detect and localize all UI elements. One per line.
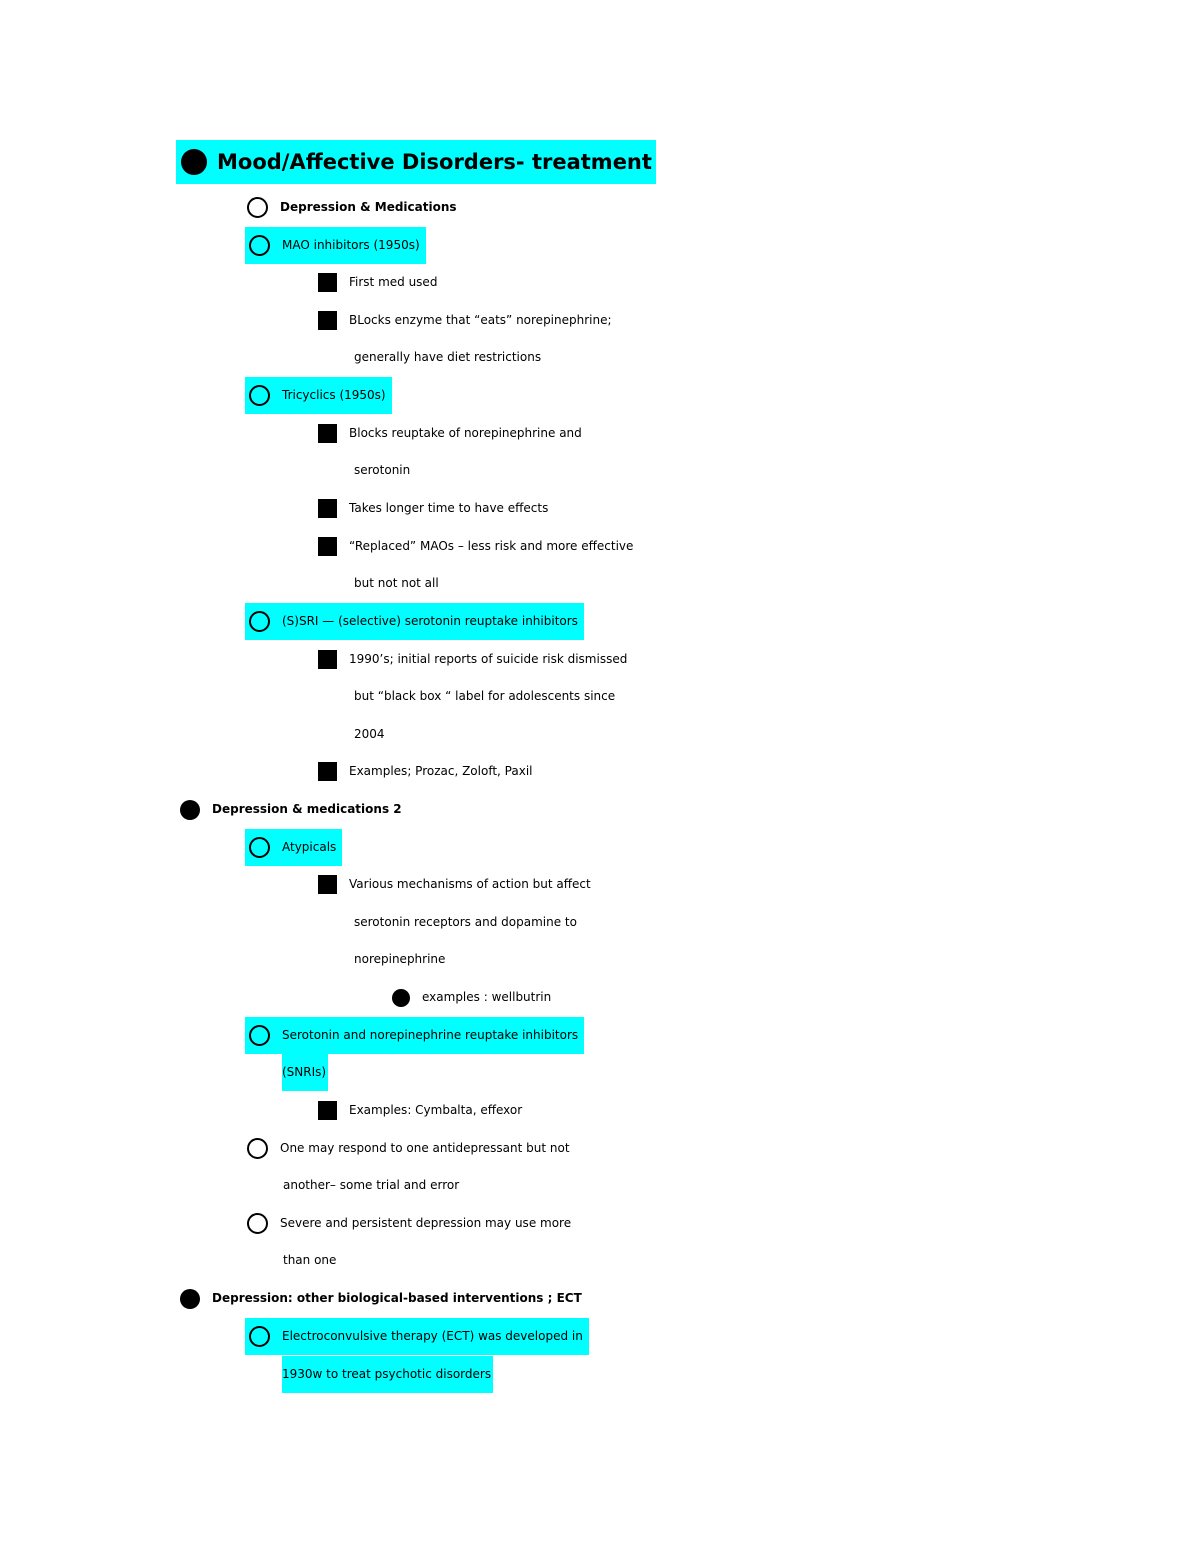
list-item-continuation — [0, 339, 1200, 376]
list-item-continuation — [0, 565, 1200, 602]
list-item-text: examples : wellbutrin — [422, 990, 552, 1004]
square-bullet-icon — [318, 762, 337, 781]
circle-bullet-icon — [247, 197, 268, 218]
list-item-continuation — [0, 452, 1200, 489]
list-item — [0, 829, 1200, 866]
list-item-text: BLocks enzyme that “eats” norepinephrine; — [349, 313, 612, 327]
square-bullet-icon — [318, 311, 337, 330]
circle-bullet-icon — [247, 1213, 268, 1234]
filled-circle-bullet-icon — [181, 149, 207, 175]
list-item-continuation — [0, 1242, 1200, 1279]
list-item-text: Electroconvulsive therapy (ECT) was developed in — [282, 1329, 583, 1343]
circle-bullet-icon — [249, 1025, 270, 1046]
list-item-text: Examples: Cymbalta, effexor — [349, 1103, 523, 1117]
list-item-text: Depression & medications 2 — [212, 802, 402, 816]
list-item — [0, 1092, 1200, 1129]
list-item-text: (SNRIs) — [282, 1065, 327, 1079]
list-item-text: First med used — [349, 275, 438, 289]
list-item — [0, 641, 1200, 678]
list-item-text: another– some trial and error — [283, 1178, 460, 1192]
circle-bullet-icon — [249, 1326, 270, 1347]
highlight — [282, 1356, 493, 1393]
list-item-continuation — [0, 941, 1200, 978]
square-bullet-icon — [318, 537, 337, 556]
list-item — [0, 1205, 1200, 1242]
list-item-continuation — [0, 1356, 1200, 1393]
list-item-text: “Replaced” MAOs – less risk and more effective — [349, 539, 634, 553]
filled-circle-bullet-icon — [180, 1289, 200, 1309]
list-item-text: Various mechanisms of action but affect — [349, 877, 591, 891]
circle-bullet-icon — [247, 1138, 268, 1159]
highlight — [245, 829, 342, 866]
list-item-text: than one — [283, 1253, 337, 1267]
circle-bullet-icon — [249, 385, 270, 406]
list-item — [0, 490, 1200, 527]
list-item — [0, 603, 1200, 640]
list-item-continuation — [0, 1167, 1200, 1204]
highlight — [245, 1318, 589, 1355]
list-item-text: but not not all — [354, 576, 439, 590]
list-item-text: Examples; Prozac, Zoloft, Paxil — [349, 764, 533, 778]
list-item — [0, 1280, 1200, 1317]
list-item-text: (S)SRI — (selective) serotonin reuptake inhibitors — [282, 614, 578, 628]
list-item-text: Blocks reuptake of norepinephrine and — [349, 426, 582, 440]
list-item-continuation — [0, 716, 1200, 753]
heading-text: Mood/Affective Disorders- treatment — [217, 150, 652, 174]
list-item-text: Takes longer time to have effects — [349, 501, 549, 515]
list-item — [0, 1017, 1200, 1054]
list-item-text: 1930w to treat psychotic disorders — [282, 1367, 492, 1381]
circle-bullet-icon — [249, 235, 270, 256]
highlight — [245, 1017, 584, 1054]
highlight — [282, 1054, 328, 1091]
list-item-text: but “black box “ label for adolescents since — [354, 689, 616, 703]
list-item — [0, 791, 1200, 828]
circle-bullet-icon — [249, 611, 270, 632]
filled-circle-bullet-icon — [180, 800, 200, 820]
list-item-text: generally have diet restrictions — [354, 350, 542, 364]
list-item-text: 1990’s; initial reports of suicide risk dismissed — [349, 652, 628, 666]
list-item — [0, 377, 1200, 414]
list-item-text: Tricyclics (1950s) — [282, 388, 386, 402]
square-bullet-icon — [318, 273, 337, 292]
highlight — [245, 377, 392, 414]
list-item — [0, 753, 1200, 790]
filled-circle-bullet-icon — [392, 989, 410, 1007]
list-item — [0, 302, 1200, 339]
list-item-text: Serotonin and norepinephrine reuptake inhibitors — [282, 1028, 579, 1042]
list-item — [0, 1130, 1200, 1167]
list-item-text: serotonin — [354, 463, 411, 477]
list-item-continuation — [0, 904, 1200, 941]
heading-highlight — [176, 140, 656, 184]
list-item-text: serotonin receptors and dopamine to — [354, 915, 577, 929]
list-item-text: MAO inhibitors (1950s) — [282, 238, 420, 252]
list-item-continuation — [0, 1054, 1200, 1091]
highlight — [245, 227, 426, 264]
list-item-text: Depression: other biological-based interventions ; ECT — [212, 1291, 582, 1305]
circle-bullet-icon — [249, 837, 270, 858]
list-item — [0, 528, 1200, 565]
square-bullet-icon — [318, 499, 337, 518]
list-item — [0, 264, 1200, 301]
list-item — [0, 189, 1200, 226]
square-bullet-icon — [318, 650, 337, 669]
list-item — [0, 227, 1200, 264]
list-item-text: norepinephrine — [354, 952, 446, 966]
list-item-text: Atypicals — [282, 840, 337, 854]
list-item — [0, 415, 1200, 452]
list-item-text: Depression & Medications — [280, 200, 457, 214]
square-bullet-icon — [318, 424, 337, 443]
square-bullet-icon — [318, 1101, 337, 1120]
highlight — [245, 603, 584, 640]
list-item-text: 2004 — [354, 727, 385, 741]
list-item — [0, 979, 1200, 1016]
heading-line — [0, 140, 1200, 184]
list-item-text: One may respond to one antidepressant but not — [280, 1141, 570, 1155]
square-bullet-icon — [318, 875, 337, 894]
list-item-continuation — [0, 678, 1200, 715]
list-item — [0, 1318, 1200, 1355]
list-item — [0, 866, 1200, 903]
list-item-text: Severe and persistent depression may use more — [280, 1216, 572, 1230]
